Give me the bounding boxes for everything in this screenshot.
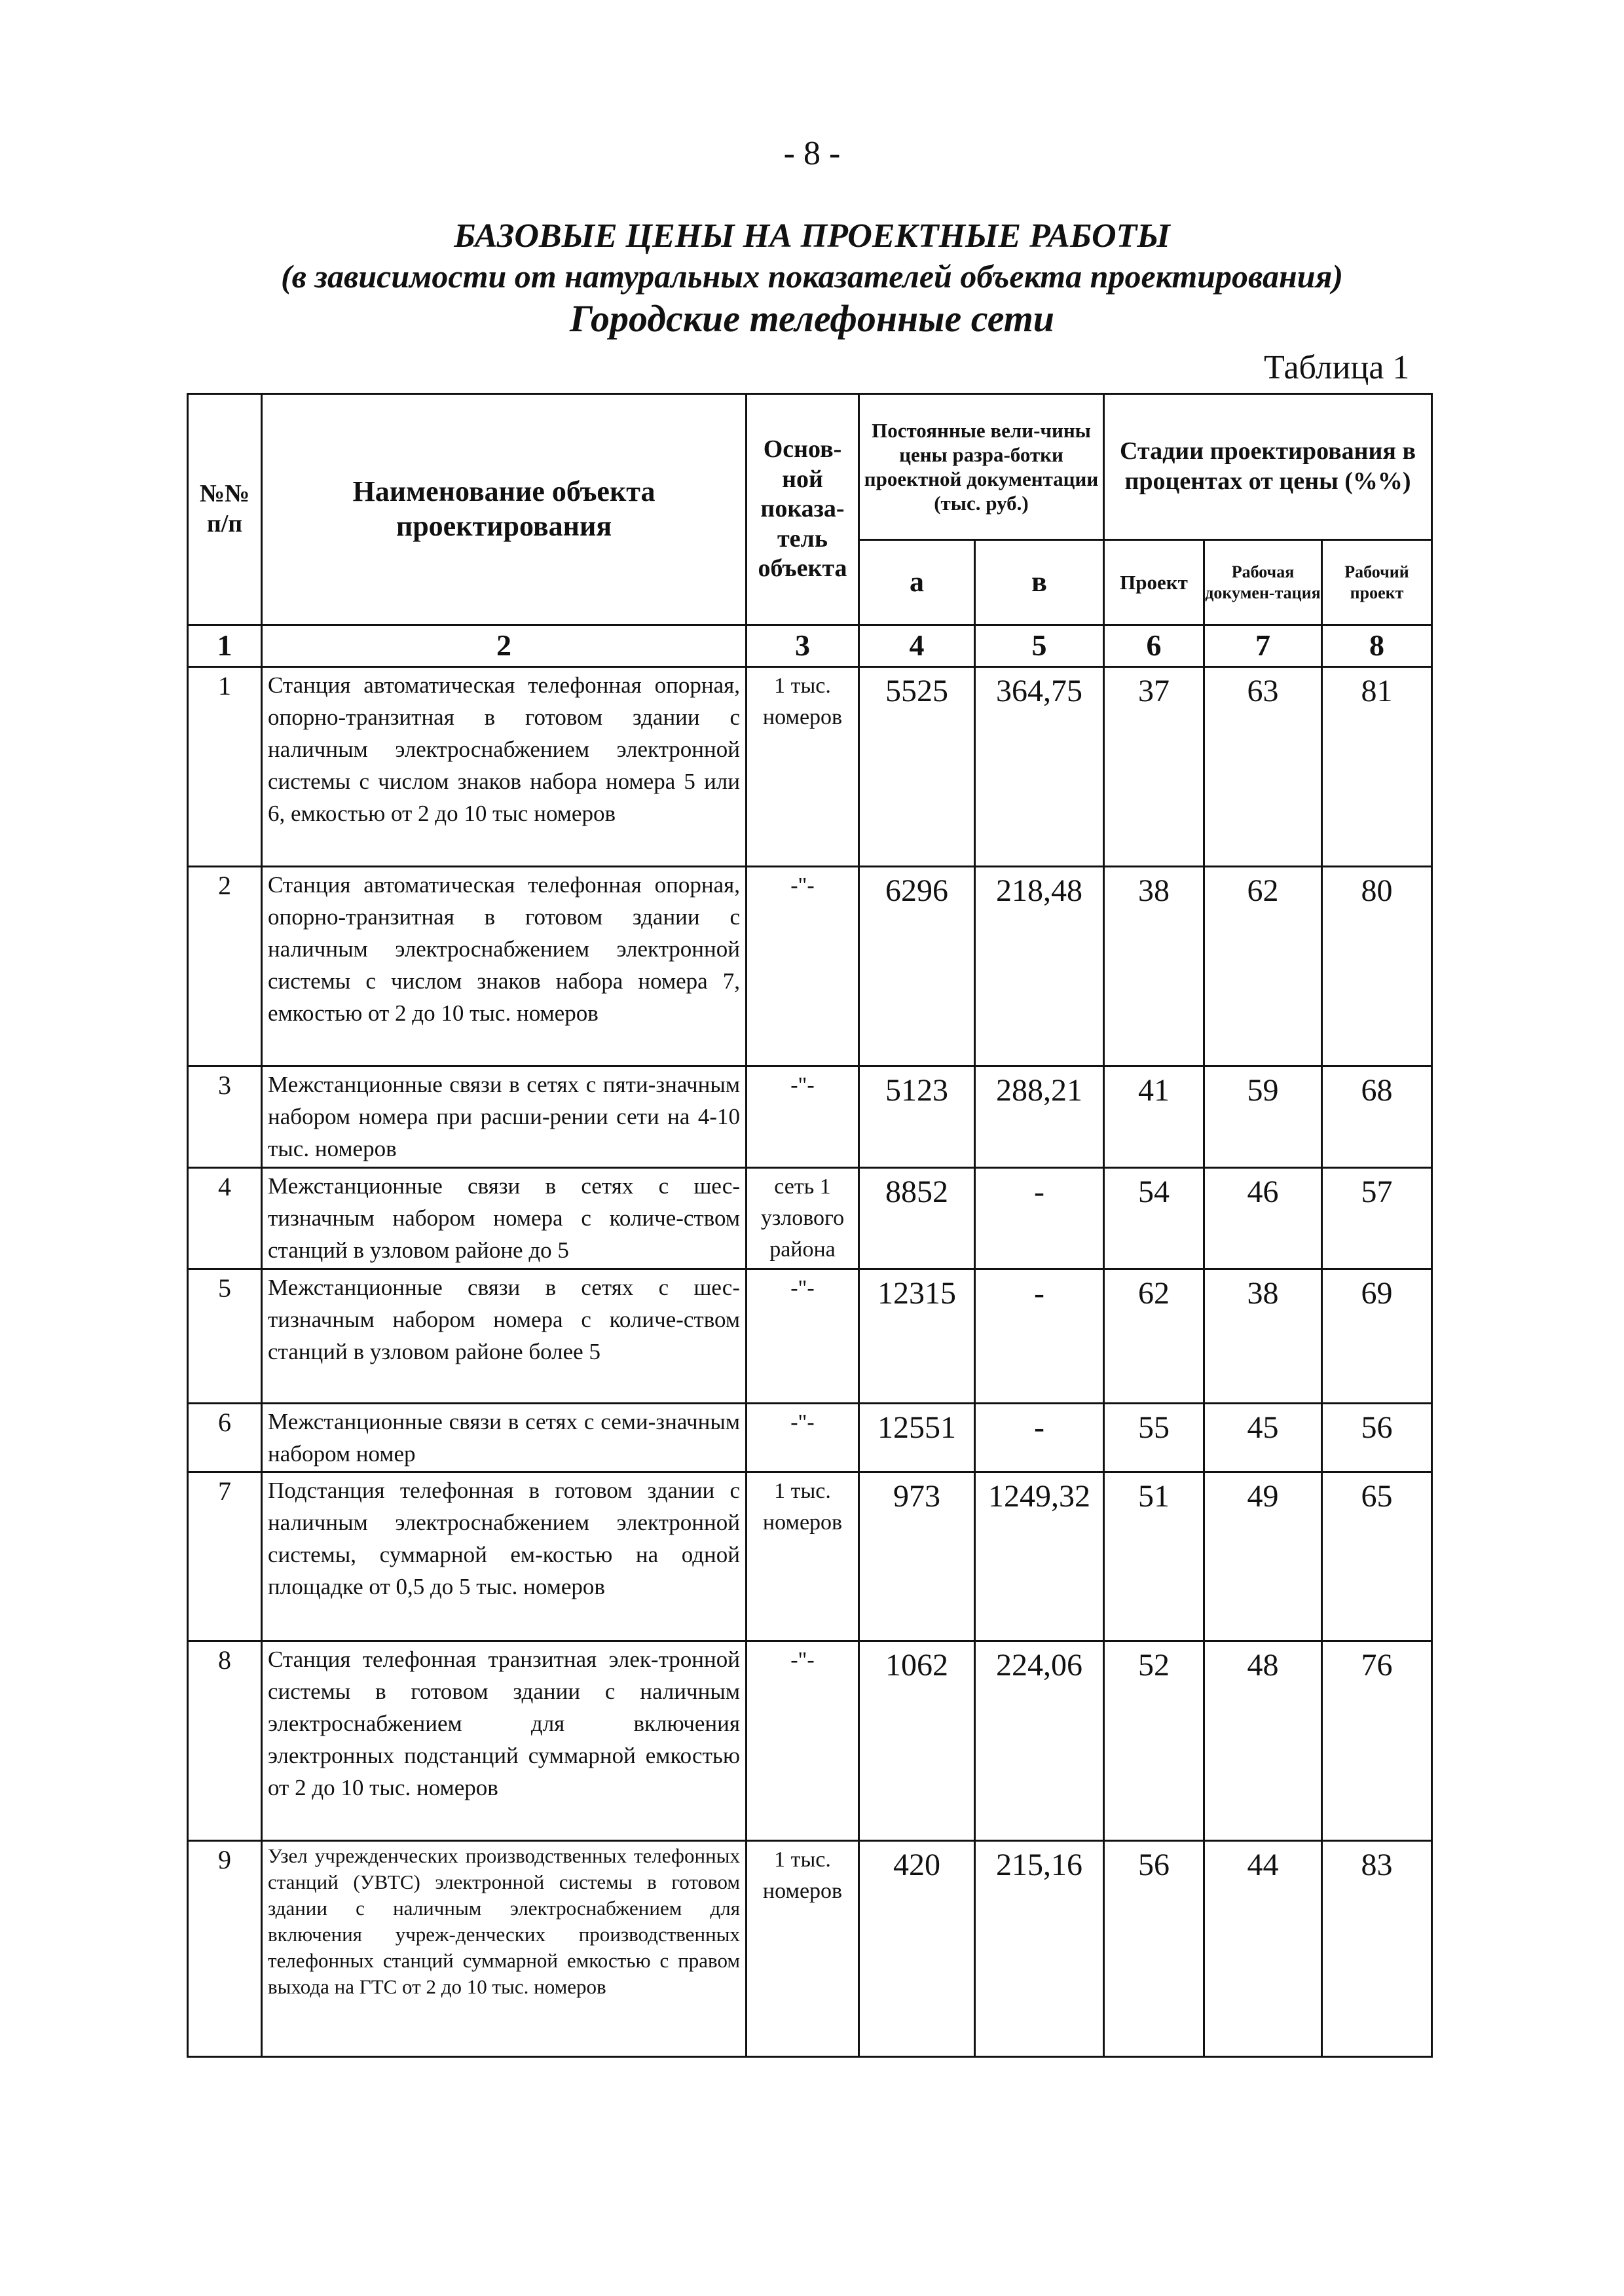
column-numbers-row xyxy=(188,625,1432,667)
stage-rabproekt: 57 xyxy=(1322,1168,1432,1269)
column-number: 8 xyxy=(1322,625,1432,667)
row-number: 8 xyxy=(188,1641,262,1841)
value-b: 224,06 xyxy=(975,1641,1104,1841)
stage-rabdoc: 44 xyxy=(1204,1841,1322,2057)
object-name: Межстанционные связи в сетях с семи-значным набором номер xyxy=(262,1404,747,1472)
value-a: 1062 xyxy=(859,1641,975,1841)
header-rabproekt: Рабочий проект xyxy=(1322,540,1432,625)
row-number: 6 xyxy=(188,1404,262,1472)
header-basis: Основ-ной показа-тель объекта xyxy=(747,394,859,625)
stage-rabdoc: 62 xyxy=(1204,867,1322,1066)
value-a: 6296 xyxy=(859,867,975,1066)
column-number: 3 xyxy=(747,625,859,667)
object-name: Межстанционные связи в сетях с пяти-значным набором номера при расши-рении сети на 4-10 тыс. номеров xyxy=(262,1066,747,1168)
object-name: Межстанционные связи в сетях с шес-тизначным набором номера с количе-ством станций в узловом районе более 5 xyxy=(262,1269,747,1404)
basis-indicator: 1 тыс. номеров xyxy=(747,1472,859,1641)
basis-indicator: -"- xyxy=(747,1066,859,1168)
header-a: а xyxy=(859,540,975,625)
value-b: - xyxy=(975,1269,1104,1404)
stage-rabproekt: 69 xyxy=(1322,1269,1432,1404)
title-line-1: БАЗОВЫЕ ЦЕНЫ НА ПРОЕКТНЫЕ РАБОТЫ xyxy=(454,217,1170,255)
value-a: 12315 xyxy=(859,1269,975,1404)
row-number: 1 xyxy=(188,667,262,867)
title-line-2: (в зависимости от натуральных показателей объекта проектирования) xyxy=(281,258,1343,295)
stage-proekt: 52 xyxy=(1104,1641,1204,1841)
table-row xyxy=(188,1472,1432,1641)
stage-rabproekt: 83 xyxy=(1322,1841,1432,2057)
stage-proekt: 41 xyxy=(1104,1066,1204,1168)
stage-proekt: 62 xyxy=(1104,1269,1204,1404)
value-b: 1249,32 xyxy=(975,1472,1104,1641)
stage-rabdoc: 63 xyxy=(1204,667,1322,867)
stage-rabproekt: 68 xyxy=(1322,1066,1432,1168)
basis-indicator: -"- xyxy=(747,1269,859,1404)
value-b: 218,48 xyxy=(975,867,1104,1066)
price-table xyxy=(187,393,1433,2058)
stage-rabproekt: 76 xyxy=(1322,1641,1432,1841)
value-a: 973 xyxy=(859,1472,975,1641)
table-row xyxy=(188,1404,1432,1472)
stage-rabdoc: 46 xyxy=(1204,1168,1322,1269)
object-name: Подстанция телефонная в готовом здании с наличным электроснабжением электронной системы, суммарной ем-костью на одной площадке от 0,5 до 5 тыс. номеров xyxy=(262,1472,747,1641)
column-number: 4 xyxy=(859,625,975,667)
value-a: 420 xyxy=(859,1841,975,2057)
value-b: 364,75 xyxy=(975,667,1104,867)
value-a: 5123 xyxy=(859,1066,975,1168)
value-a: 12551 xyxy=(859,1404,975,1472)
header-const: Постоянные вели-чины цены разра-ботки проектной документации (тыс. руб.) xyxy=(859,394,1104,540)
table-row xyxy=(188,1066,1432,1168)
title-block xyxy=(0,216,1624,342)
title-line-3: Городские телефонные сети xyxy=(569,297,1055,340)
stage-rabproekt: 56 xyxy=(1322,1404,1432,1472)
stage-proekt: 55 xyxy=(1104,1404,1204,1472)
row-number: 9 xyxy=(188,1841,262,2057)
row-number: 4 xyxy=(188,1168,262,1269)
object-name: Узел учрежденческих производственных телефонных станций (УВТС) электронной системы в готовом здании с наличным электроснабжением для включения учреж-денческих производственных телефонных станций суммарной емкостью с правом выхода на ГТС от 2 до 10 тыс. номеров xyxy=(262,1841,747,2057)
column-number: 6 xyxy=(1104,625,1204,667)
stage-proekt: 37 xyxy=(1104,667,1204,867)
stage-rabproekt: 65 xyxy=(1322,1472,1432,1641)
basis-indicator: -"- xyxy=(747,867,859,1066)
column-number: 7 xyxy=(1204,625,1322,667)
stage-proekt: 51 xyxy=(1104,1472,1204,1641)
column-number: 1 xyxy=(188,625,262,667)
object-name: Станция телефонная транзитная элек-тронной системы в готовом здании с наличным электроснабжением для включения электронных подстанций суммарной емкостью от 2 до 10 тыс. номеров xyxy=(262,1641,747,1841)
value-b: - xyxy=(975,1404,1104,1472)
header-name: Наименование объекта проектирования xyxy=(262,394,747,625)
row-number: 5 xyxy=(188,1269,262,1404)
table-row xyxy=(188,867,1432,1066)
stage-rabproekt: 80 xyxy=(1322,867,1432,1066)
row-number: 3 xyxy=(188,1066,262,1168)
table-row xyxy=(188,1641,1432,1841)
value-a: 5525 xyxy=(859,667,975,867)
stage-rabdoc: 48 xyxy=(1204,1641,1322,1841)
stage-proekt: 56 xyxy=(1104,1841,1204,2057)
page-number: - 8 - xyxy=(783,135,841,172)
column-number: 2 xyxy=(262,625,747,667)
table-row xyxy=(188,667,1432,867)
row-number: 2 xyxy=(188,867,262,1066)
value-b: - xyxy=(975,1168,1104,1269)
header-b: в xyxy=(975,540,1104,625)
value-b: 215,16 xyxy=(975,1841,1104,2057)
basis-indicator: 1 тыс. номеров xyxy=(747,667,859,867)
table-label: Таблица 1 xyxy=(1264,349,1410,386)
basis-indicator: 1 тыс. номеров xyxy=(747,1841,859,2057)
table-row xyxy=(188,1269,1432,1404)
basis-indicator: -"- xyxy=(747,1641,859,1841)
header-rabdoc: Рабочая докумен-тация xyxy=(1204,540,1322,625)
row-number: 7 xyxy=(188,1472,262,1641)
column-number: 5 xyxy=(975,625,1104,667)
table-row xyxy=(188,1168,1432,1269)
basis-indicator: -"- xyxy=(747,1404,859,1472)
object-name: Межстанционные связи в сетях с шес-тизначным набором номера с количе-ством станций в узловом районе до 5 xyxy=(262,1168,747,1269)
header-stages: Стадии проектирования в процентах от цены (%%) xyxy=(1104,394,1432,540)
stage-rabdoc: 45 xyxy=(1204,1404,1322,1472)
stage-rabdoc: 38 xyxy=(1204,1269,1322,1404)
stage-proekt: 38 xyxy=(1104,867,1204,1066)
object-name: Станция автоматическая телефонная опорная, опорно-транзитная в готовом здании с наличным электроснабжением электронной системы с числом знаков набора номера 7, емкостью от 2 до 10 тыс. номеров xyxy=(262,867,747,1066)
value-b: 288,21 xyxy=(975,1066,1104,1168)
stage-rabdoc: 49 xyxy=(1204,1472,1322,1641)
header-num: №№ п/п xyxy=(188,394,262,625)
value-a: 8852 xyxy=(859,1168,975,1269)
header-proekt: Проект xyxy=(1104,540,1204,625)
table-row xyxy=(188,1841,1432,2057)
stage-proekt: 54 xyxy=(1104,1168,1204,1269)
stage-rabproekt: 81 xyxy=(1322,667,1432,867)
object-name: Станция автоматическая телефонная опорная, опорно-транзитная в готовом здании с наличным электроснабжением электронной системы с числом знаков набора номера 5 или 6, емкостью от 2 до 10 тыс номеров xyxy=(262,667,747,867)
basis-indicator: сеть 1 узлового района xyxy=(747,1168,859,1269)
stage-rabdoc: 59 xyxy=(1204,1066,1322,1168)
